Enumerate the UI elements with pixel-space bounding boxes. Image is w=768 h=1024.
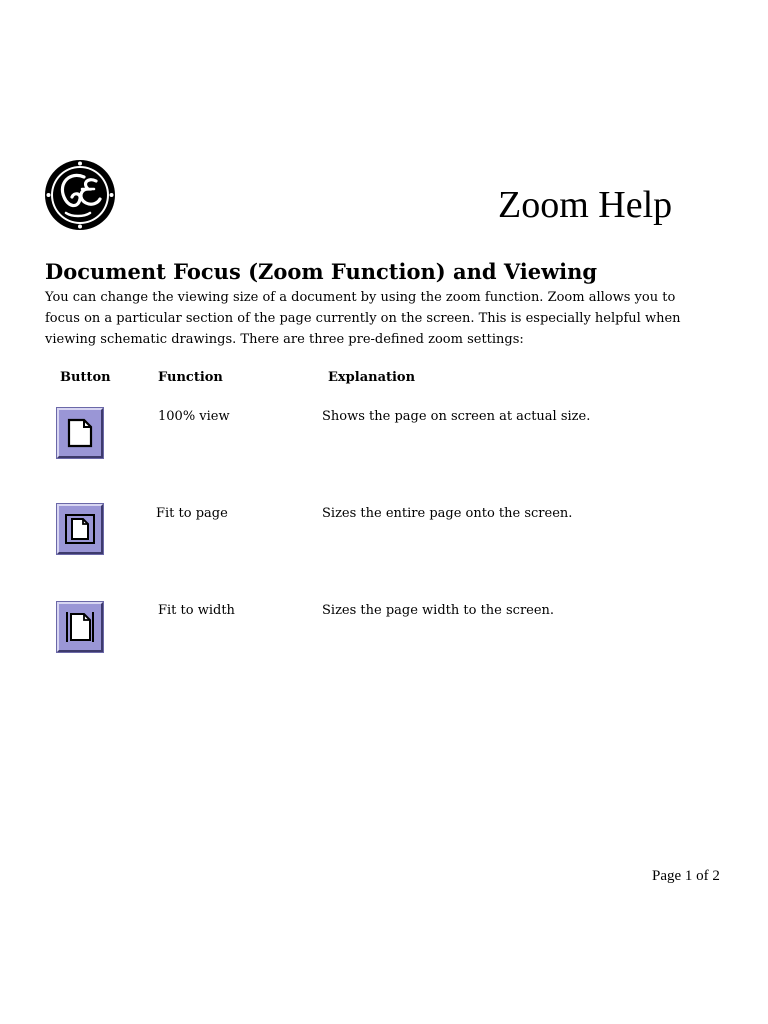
- intro-line: You can change the viewing size of a document by using the zoom function. Zoom allows you to: [45, 290, 676, 305]
- zoom-100-percent-button[interactable]: [57, 408, 103, 458]
- explanation-fit-to-width: Sizes the page width to the screen.: [322, 603, 555, 618]
- page-title: Zoom Help: [498, 184, 673, 226]
- fit-to-width-icon: [64, 610, 96, 644]
- fit-to-page-icon: [64, 513, 96, 545]
- page-actual-size-icon: [67, 418, 93, 448]
- page-number: Page 1 of 2: [652, 868, 720, 884]
- explanation-100-view: Shows the page on screen at actual size.: [322, 409, 591, 424]
- intro-paragraph: [45, 287, 725, 350]
- function-label-fit-to-width: Fit to width: [158, 603, 235, 618]
- fit-to-width-button[interactable]: [57, 602, 103, 652]
- fit-to-page-button[interactable]: [57, 504, 103, 554]
- ge-monogram-logo-icon: [44, 159, 116, 231]
- function-label-100-view: 100% view: [158, 409, 230, 424]
- intro-line: focus on a particular section of the page currently on the screen. This is especially helpful when: [45, 311, 681, 326]
- function-label-fit-to-page: Fit to page: [156, 506, 228, 521]
- ge-logo: [44, 159, 116, 231]
- column-header-function: Function: [158, 370, 223, 385]
- section-heading: Document Focus (Zoom Function) and Viewing: [45, 259, 598, 284]
- intro-line: viewing schematic drawings. There are three pre-defined zoom settings:: [45, 332, 524, 347]
- column-header-explanation: Explanation: [328, 370, 416, 385]
- explanation-fit-to-page: Sizes the entire page onto the screen.: [322, 506, 573, 521]
- column-header-button: Button: [60, 370, 111, 385]
